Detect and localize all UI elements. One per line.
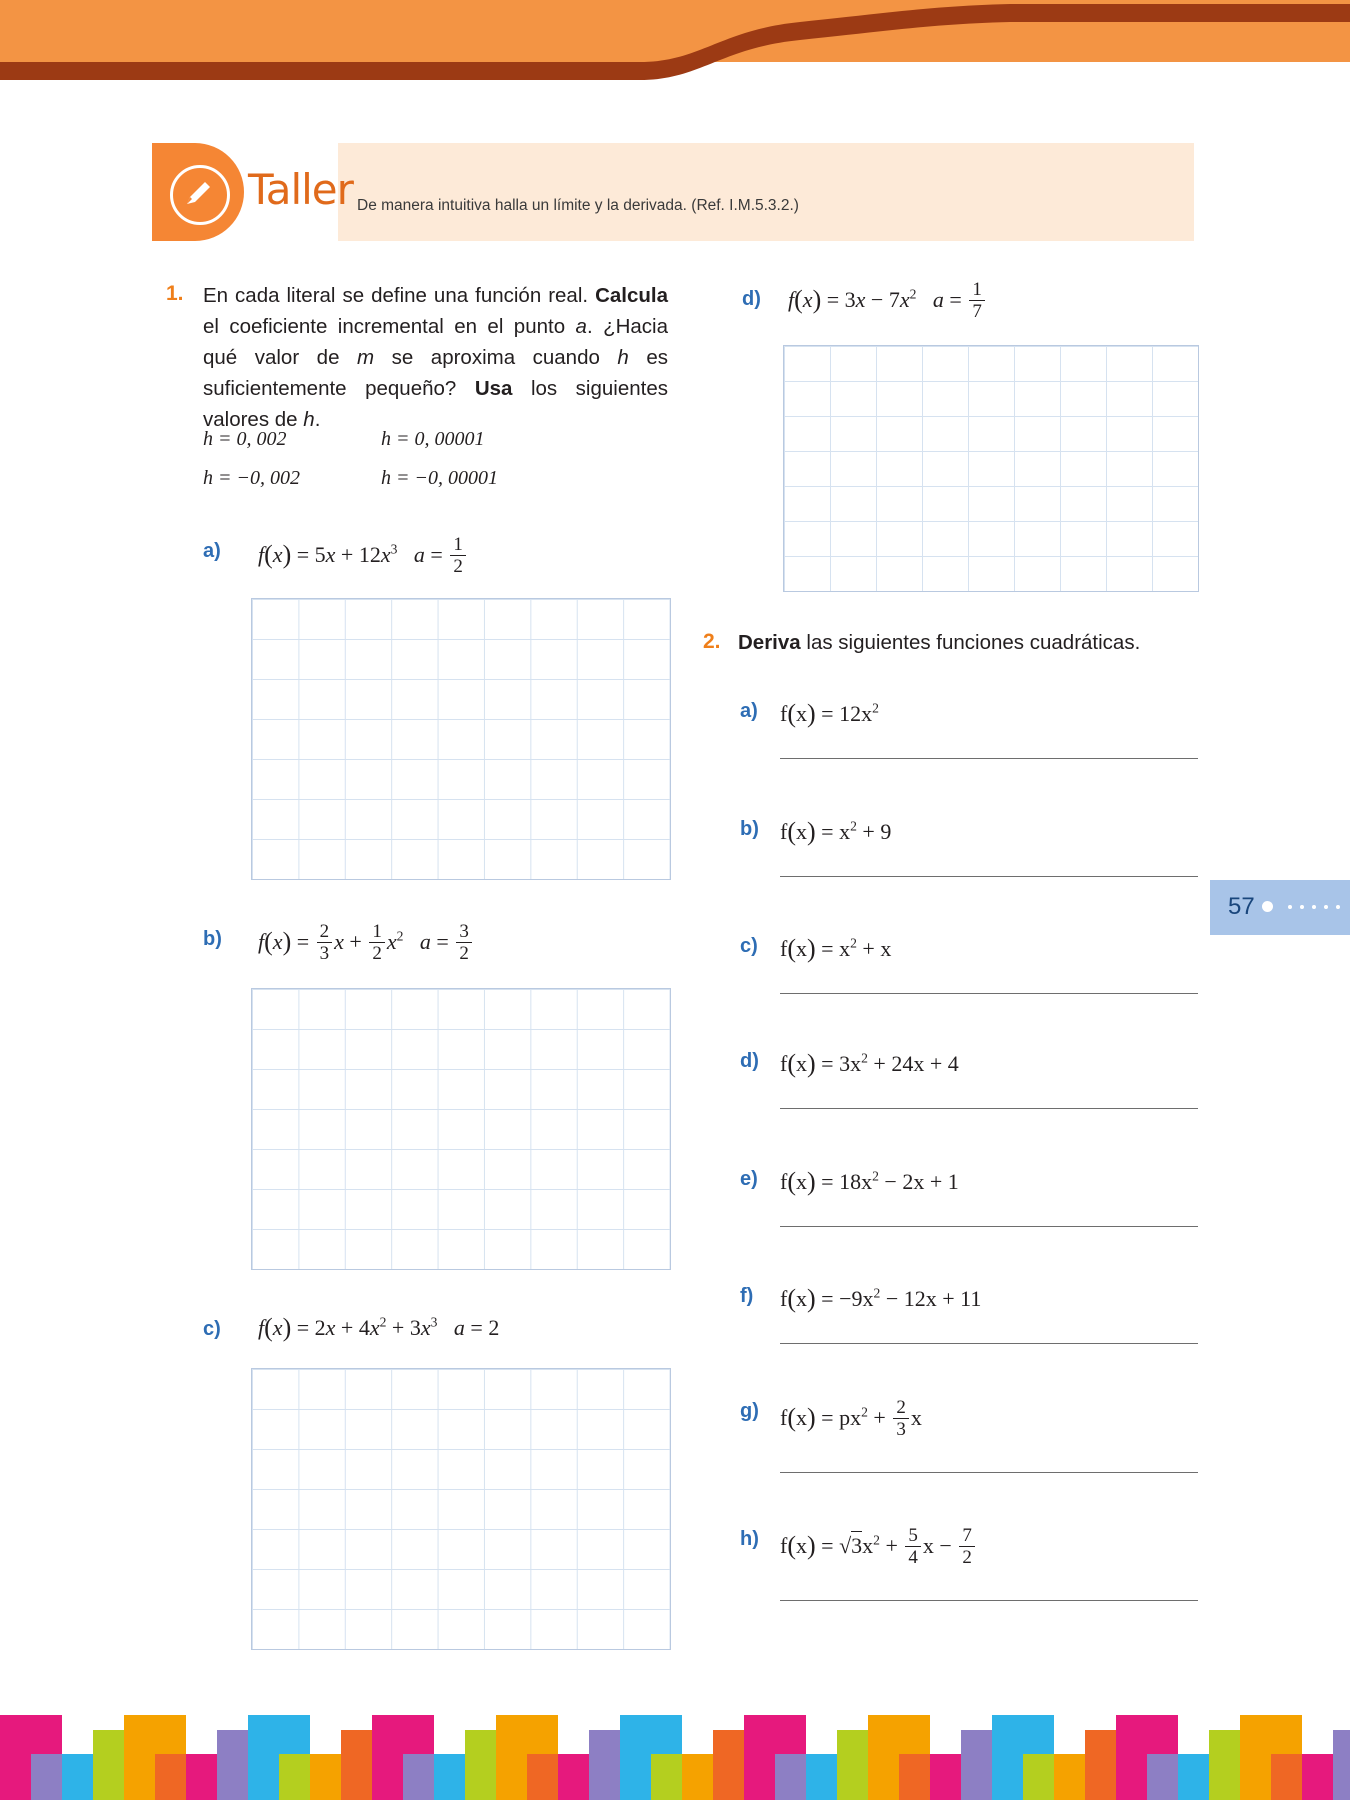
exercise-1b-answer-grid[interactable] — [251, 988, 671, 1270]
page-number-tab — [1210, 880, 1350, 935]
footer-color-block — [1333, 1730, 1350, 1800]
exercise-1d-function: $f(x) = 3x - 7x^2$ a = $\frac{1}{7}$ — [788, 280, 987, 324]
exercise-2f-answer-line[interactable] — [780, 1343, 1198, 1344]
exercise-2e-letter: e) — [740, 1168, 758, 1190]
h-value-cell: h = −0, 00001 — [381, 467, 498, 489]
exercise-1c-answer-grid[interactable] — [251, 1368, 671, 1650]
exercise-1-number: 1. — [166, 282, 184, 305]
exercise-2-number: 2. — [703, 630, 721, 653]
exercise-2g-answer-line[interactable] — [780, 1472, 1198, 1473]
taller-header — [152, 143, 1194, 241]
h-values-row — [203, 467, 673, 490]
exercise-1c-function: $f(x) = 2x + 4x^2 + 3x^3$ a = 2 — [258, 1313, 500, 1342]
pencil-icon — [170, 165, 230, 225]
exercise-2h-function: $f(x) = √3x^2$ + $\frac{5}{4}$ x − $\frac{7}{2}$ — [780, 1526, 977, 1570]
taller-banner-background — [338, 143, 1194, 241]
exercise-2-statement — [738, 631, 1140, 655]
exercise-1a-letter: a) — [203, 540, 221, 562]
h-values-row — [203, 428, 673, 451]
h-values-table — [203, 428, 673, 506]
exercise-1a-answer-grid[interactable] — [251, 598, 671, 880]
exercise-2h-letter: h) — [740, 1528, 759, 1550]
exercise-2a-answer-line[interactable] — [780, 758, 1198, 759]
exercise-1b-function: f(x) = $\frac{2}{3}$ x + $\frac{1}{2}$ $x^2$ a = $\frac{3}{2}$ — [258, 922, 474, 966]
page-number: 57 — [1228, 893, 1255, 920]
exercise-2d-function: $f(x) = 3x^2 + 24x + 4$ — [780, 1049, 959, 1078]
top-wave-shape — [0, 0, 1350, 95]
exercise-1a-function: $f(x) = 5x + 12x^3$ a = $\frac{1}{2}$ — [258, 535, 468, 579]
exercise-1d-letter: d) — [742, 288, 761, 310]
exercise-2b-letter: b) — [740, 818, 759, 840]
exercise-2c-answer-line[interactable] — [780, 993, 1198, 994]
exercise-2b-function: $f(x) = x^2 + 9$ — [780, 817, 892, 846]
h-value-cell: h = −0, 002 — [203, 467, 300, 489]
exercise-2b-answer-line[interactable] — [780, 876, 1198, 877]
exercise-2c-function: $f(x) = x^2 + x$ — [780, 934, 892, 963]
exercise-2h-answer-line[interactable] — [780, 1600, 1198, 1601]
exercise-2c-letter: c) — [740, 935, 758, 957]
page-tab-dots — [1268, 905, 1348, 910]
exercise-2-statement-bold: Deriva — [738, 631, 801, 654]
h-value-cell: h = 0, 00001 — [381, 428, 485, 450]
exercise-1c-letter: c) — [203, 1318, 221, 1340]
exercise-1d-answer-grid[interactable] — [783, 345, 1199, 592]
exercise-1-statement: En cada literal se define una función real. Calcula el coeficiente incremental en el punto a. ¿Hacia qué valor de m se aproxima cuando h es suficientemente pequeño? Usa los siguientes valores de h. — [203, 284, 669, 431]
exercise-2g-letter: g) — [740, 1400, 759, 1422]
exercise-2a-letter: a) — [740, 700, 758, 722]
exercise-2f-function: $f(x) = -9x^2 - 12x + 11$ — [780, 1284, 982, 1313]
taller-title: Taller — [248, 165, 353, 214]
exercise-1b-letter: b) — [203, 928, 222, 950]
exercise-2d-answer-line[interactable] — [780, 1108, 1198, 1109]
exercise-2a-function: $f(x) = 12x^2$ — [780, 699, 879, 728]
exercise-2e-function: $f(x) = 18x^2 - 2x + 1$ — [780, 1167, 959, 1196]
exercise-2g-function: $f(x) = px^2$ + $\frac{2}{3}$ x — [780, 1397, 922, 1441]
top-decorative-band — [0, 0, 1350, 95]
h-value-cell: h = 0, 002 — [203, 428, 287, 450]
exercise-2d-letter: d) — [740, 1050, 759, 1072]
exercise-2e-answer-line[interactable] — [780, 1226, 1198, 1227]
bottom-decorative-band — [0, 1715, 1350, 1800]
exercise-2f-letter: f) — [740, 1285, 754, 1307]
taller-objective: De manera intuitiva halla un límite y la derivada. (Ref. I.M.5.3.2.) — [357, 197, 799, 214]
taller-badge — [152, 143, 353, 241]
exercise-2-statement-rest: las siguientes funciones cuadráticas. — [800, 631, 1141, 654]
